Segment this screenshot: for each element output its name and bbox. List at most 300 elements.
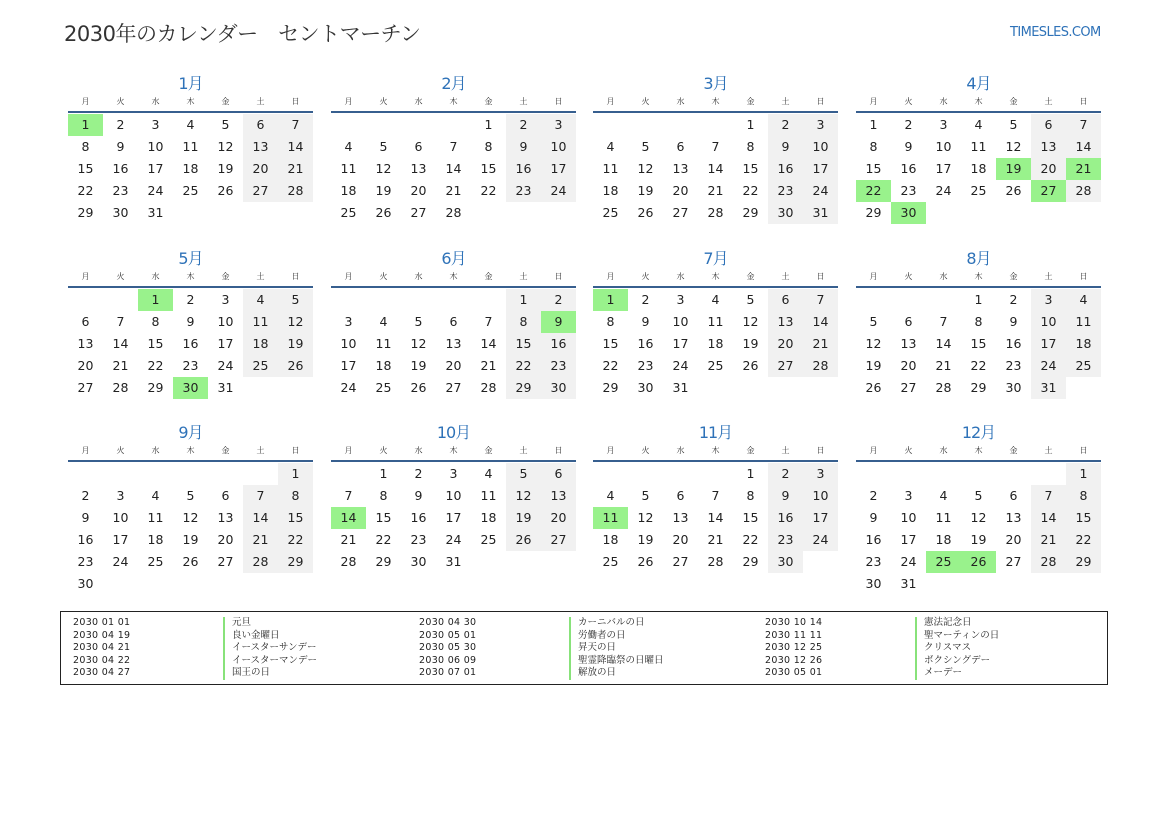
legend-date-column bbox=[419, 617, 476, 680]
day-cell: 3 bbox=[803, 463, 838, 485]
day-cell: 16 bbox=[410, 510, 427, 525]
day-cell: 15 bbox=[278, 507, 313, 529]
day-cell: 11 bbox=[480, 488, 497, 503]
day-cell: 26 bbox=[182, 554, 199, 569]
weekday-label: 日 bbox=[1079, 97, 1088, 106]
day-cell: 1 bbox=[746, 117, 755, 132]
day-cell: 17 bbox=[900, 532, 917, 547]
month-divider bbox=[68, 460, 313, 462]
day-cell: 6 bbox=[414, 139, 423, 154]
month-name: 9月 bbox=[178, 423, 203, 442]
day-cell: 20 bbox=[1031, 158, 1066, 180]
weekday-label: 火 bbox=[116, 272, 125, 281]
day-cell: 17 bbox=[1031, 333, 1066, 355]
day-cell: 9 bbox=[768, 485, 803, 507]
day-cell: 23 bbox=[865, 554, 882, 569]
holiday-name: クリスマス bbox=[915, 642, 999, 655]
day-cell: 4 bbox=[344, 139, 353, 154]
weekday-label: 水 bbox=[414, 446, 423, 455]
day-cell: 28 bbox=[112, 380, 129, 395]
holiday-day-cell: 26 bbox=[961, 551, 996, 573]
day-cell: 26 bbox=[410, 380, 427, 395]
day-cell: 19 bbox=[217, 161, 234, 176]
weekday-label: 土 bbox=[519, 272, 528, 281]
holiday-name: 労働者の日 bbox=[569, 630, 664, 643]
day-cell: 17 bbox=[112, 532, 129, 547]
weekday-label: 火 bbox=[116, 97, 125, 106]
weekday-label: 土 bbox=[781, 97, 790, 106]
day-cell: 3 bbox=[1031, 289, 1066, 311]
weekday-label: 月 bbox=[606, 446, 615, 455]
day-cell: 9 bbox=[768, 136, 803, 158]
day-cell: 19 bbox=[970, 532, 987, 547]
day-cell: 7 bbox=[711, 139, 720, 154]
holiday-date: 2030 04 30 bbox=[419, 617, 477, 628]
day-cell: 2 bbox=[869, 488, 878, 503]
day-cell: 30 bbox=[112, 205, 129, 220]
day-cell: 13 bbox=[217, 510, 234, 525]
day-cell: 9 bbox=[1009, 314, 1018, 329]
holiday-day-cell: 1 bbox=[68, 114, 103, 136]
day-cell: 26 bbox=[742, 358, 759, 373]
day-cell: 25 bbox=[707, 358, 724, 373]
day-cell: 24 bbox=[147, 183, 164, 198]
day-cell: 14 bbox=[1066, 136, 1101, 158]
weekday-label: 火 bbox=[116, 446, 125, 455]
holiday-day-cell: 1 bbox=[593, 289, 628, 311]
weekday-label: 日 bbox=[554, 272, 563, 281]
day-cell: 28 bbox=[1066, 180, 1101, 202]
day-cell: 27 bbox=[1005, 554, 1022, 569]
day-cell: 29 bbox=[742, 205, 759, 220]
weekday-label: 水 bbox=[414, 97, 423, 106]
day-cell: 15 bbox=[480, 161, 497, 176]
weekday-label: 金 bbox=[221, 97, 230, 106]
day-cell: 11 bbox=[147, 510, 164, 525]
day-cell: 31 bbox=[803, 202, 838, 224]
weekday-header bbox=[331, 445, 576, 459]
day-cell: 30 bbox=[768, 202, 803, 224]
day-cell: 8 bbox=[151, 314, 160, 329]
day-cell: 3 bbox=[449, 466, 458, 481]
day-cell: 9 bbox=[506, 136, 541, 158]
day-cell: 30 bbox=[1005, 380, 1022, 395]
day-cell: 2 bbox=[506, 114, 541, 136]
day-cell: 19 bbox=[410, 358, 427, 373]
day-cell: 14 bbox=[112, 336, 129, 351]
day-cell: 28 bbox=[445, 205, 462, 220]
legend-date-column bbox=[765, 617, 822, 680]
month-name: 3月 bbox=[703, 74, 728, 93]
day-cell: 22 bbox=[742, 532, 759, 547]
day-cell: 1 bbox=[506, 289, 541, 311]
day-cell: 28 bbox=[803, 355, 838, 377]
weekday-label: 金 bbox=[484, 97, 493, 106]
weekday-label: 水 bbox=[414, 272, 423, 281]
day-cell: 15 bbox=[506, 333, 541, 355]
holiday-legend bbox=[60, 611, 1108, 685]
day-cell: 13 bbox=[410, 161, 427, 176]
day-cell: 1 bbox=[278, 463, 313, 485]
day-cell: 26 bbox=[865, 380, 882, 395]
day-cell: 3 bbox=[344, 314, 353, 329]
day-cell: 24 bbox=[340, 380, 357, 395]
day-cell: 6 bbox=[81, 314, 90, 329]
day-cell: 15 bbox=[602, 336, 619, 351]
day-cell: 2 bbox=[116, 117, 125, 132]
day-cell: 28 bbox=[935, 380, 952, 395]
day-cell: 16 bbox=[77, 532, 94, 547]
day-cell: 26 bbox=[637, 205, 654, 220]
day-cell: 16 bbox=[637, 336, 654, 351]
day-cell: 17 bbox=[217, 336, 234, 351]
day-cell: 29 bbox=[506, 377, 541, 399]
day-cell: 16 bbox=[506, 158, 541, 180]
day-cell: 4 bbox=[379, 314, 388, 329]
day-cell: 15 bbox=[375, 510, 392, 525]
day-cell: 9 bbox=[186, 314, 195, 329]
weekday-label: 金 bbox=[221, 272, 230, 281]
weekday-label: 土 bbox=[1044, 446, 1053, 455]
day-cell: 5 bbox=[746, 292, 755, 307]
day-cell: 15 bbox=[742, 510, 759, 525]
day-cell: 27 bbox=[243, 180, 278, 202]
day-cell: 8 bbox=[746, 488, 755, 503]
month-divider bbox=[593, 460, 838, 462]
weekday-header bbox=[68, 445, 313, 459]
day-cell: 6 bbox=[1031, 114, 1066, 136]
day-cell: 8 bbox=[81, 139, 90, 154]
month-name: 11月 bbox=[698, 423, 733, 442]
day-cell: 9 bbox=[904, 139, 913, 154]
day-cell: 6 bbox=[243, 114, 278, 136]
day-cell: 10 bbox=[1031, 311, 1066, 333]
day-cell: 16 bbox=[768, 158, 803, 180]
weekday-label: 火 bbox=[379, 97, 388, 106]
weekday-label: 水 bbox=[151, 97, 160, 106]
day-cell: 23 bbox=[112, 183, 129, 198]
day-cell: 5 bbox=[641, 488, 650, 503]
weekday-label: 火 bbox=[379, 272, 388, 281]
weekday-label: 土 bbox=[781, 446, 790, 455]
day-cell: 21 bbox=[445, 183, 462, 198]
day-cell: 20 bbox=[1005, 532, 1022, 547]
day-cell: 10 bbox=[672, 314, 689, 329]
day-cell: 1 bbox=[484, 117, 493, 132]
day-cell: 5 bbox=[379, 139, 388, 154]
site-brand[interactable]: TIMESLES.COM bbox=[1010, 25, 1101, 40]
day-cell: 2 bbox=[414, 466, 423, 481]
day-cell: 13 bbox=[445, 336, 462, 351]
weekday-label: 土 bbox=[1044, 97, 1053, 106]
holiday-date: 2030 05 30 bbox=[419, 642, 477, 653]
weekday-label: 火 bbox=[904, 446, 913, 455]
day-cell: 13 bbox=[672, 161, 689, 176]
day-cell: 6 bbox=[1009, 488, 1018, 503]
day-cell: 6 bbox=[904, 314, 913, 329]
day-cell: 10 bbox=[340, 336, 357, 351]
weekday-label: 土 bbox=[256, 446, 265, 455]
month-name: 8月 bbox=[966, 249, 991, 268]
day-cell: 30 bbox=[77, 576, 94, 591]
day-cell: 7 bbox=[803, 289, 838, 311]
day-cell: 8 bbox=[484, 139, 493, 154]
weekday-label: 月 bbox=[869, 446, 878, 455]
day-cell: 23 bbox=[410, 532, 427, 547]
day-cell: 4 bbox=[186, 117, 195, 132]
holiday-date: 2030 11 11 bbox=[765, 629, 823, 641]
day-cell: 13 bbox=[243, 136, 278, 158]
day-cell: 12 bbox=[637, 510, 654, 525]
month-divider bbox=[331, 286, 576, 288]
day-cell: 15 bbox=[970, 336, 987, 351]
day-cell: 24 bbox=[541, 180, 576, 202]
holiday-date: 2030 05 01 bbox=[765, 667, 823, 678]
day-cell: 23 bbox=[1005, 358, 1022, 373]
holiday-day-cell: 1 bbox=[138, 289, 173, 311]
day-cell: 12 bbox=[182, 510, 199, 525]
holiday-date: 2030 04 22 bbox=[73, 654, 131, 666]
day-cell: 22 bbox=[602, 358, 619, 373]
month-divider bbox=[68, 111, 313, 113]
day-cell: 8 bbox=[1066, 485, 1101, 507]
weekday-label: 水 bbox=[939, 97, 948, 106]
day-cell: 10 bbox=[900, 510, 917, 525]
holiday-date: 2030 01 01 bbox=[73, 617, 131, 628]
day-cell: 20 bbox=[77, 358, 94, 373]
day-cell: 29 bbox=[77, 205, 94, 220]
holiday-name: 元旦 bbox=[223, 617, 317, 630]
day-cell: 7 bbox=[711, 488, 720, 503]
day-cell: 23 bbox=[541, 355, 576, 377]
day-cell: 12 bbox=[506, 485, 541, 507]
day-cell: 23 bbox=[182, 358, 199, 373]
holiday-name: 聖マーティンの日 bbox=[915, 630, 999, 643]
day-cell: 28 bbox=[707, 205, 724, 220]
day-cell: 7 bbox=[344, 488, 353, 503]
day-cell: 22 bbox=[1066, 529, 1101, 551]
day-cell: 9 bbox=[641, 314, 650, 329]
weekday-label: 木 bbox=[974, 446, 983, 455]
day-cell: 21 bbox=[112, 358, 129, 373]
day-cell: 1 bbox=[379, 466, 388, 481]
day-cell: 15 bbox=[147, 336, 164, 351]
day-cell: 20 bbox=[410, 183, 427, 198]
holiday-day-cell: 22 bbox=[856, 180, 891, 202]
day-cell: 11 bbox=[970, 139, 987, 154]
day-cell: 17 bbox=[541, 158, 576, 180]
day-cell: 1 bbox=[746, 466, 755, 481]
day-cell: 23 bbox=[768, 529, 803, 551]
weekday-label: 月 bbox=[606, 272, 615, 281]
weekday-label: 木 bbox=[974, 97, 983, 106]
day-cell: 25 bbox=[602, 205, 619, 220]
day-cell: 14 bbox=[243, 507, 278, 529]
day-cell: 9 bbox=[116, 139, 125, 154]
day-cell: 14 bbox=[707, 161, 724, 176]
day-cell: 31 bbox=[900, 576, 917, 591]
weekday-label: 金 bbox=[484, 272, 493, 281]
day-cell: 21 bbox=[340, 532, 357, 547]
day-cell: 16 bbox=[900, 161, 917, 176]
day-cell: 27 bbox=[672, 205, 689, 220]
weekday-label: 月 bbox=[344, 97, 353, 106]
day-cell: 15 bbox=[742, 161, 759, 176]
day-cell: 29 bbox=[970, 380, 987, 395]
day-cell: 24 bbox=[1031, 355, 1066, 377]
day-cell: 27 bbox=[77, 380, 94, 395]
page-title: 2030年のカレンダー セントマーチン bbox=[64, 22, 421, 46]
day-cell: 9 bbox=[414, 488, 423, 503]
day-cell: 27 bbox=[445, 380, 462, 395]
weekday-label: 水 bbox=[676, 272, 685, 281]
day-cell: 19 bbox=[506, 507, 541, 529]
day-cell: 18 bbox=[707, 336, 724, 351]
weekday-label: 火 bbox=[904, 97, 913, 106]
month-name: 5月 bbox=[178, 249, 203, 268]
day-cell: 28 bbox=[707, 554, 724, 569]
day-cell: 5 bbox=[1009, 117, 1018, 132]
day-cell: 10 bbox=[147, 139, 164, 154]
day-cell: 7 bbox=[449, 139, 458, 154]
holiday-name: イースターサンデー bbox=[223, 642, 317, 655]
weekday-label: 月 bbox=[81, 272, 90, 281]
day-cell: 5 bbox=[278, 289, 313, 311]
weekday-label: 土 bbox=[781, 272, 790, 281]
day-cell: 4 bbox=[939, 488, 948, 503]
weekday-label: 水 bbox=[151, 446, 160, 455]
day-cell: 22 bbox=[742, 183, 759, 198]
day-cell: 23 bbox=[506, 180, 541, 202]
day-cell: 4 bbox=[151, 488, 160, 503]
day-cell: 4 bbox=[606, 488, 615, 503]
day-cell: 18 bbox=[243, 333, 278, 355]
weekday-label: 日 bbox=[554, 446, 563, 455]
day-cell: 25 bbox=[480, 532, 497, 547]
day-cell: 22 bbox=[147, 358, 164, 373]
day-cell: 20 bbox=[900, 358, 917, 373]
weekday-label: 日 bbox=[1079, 272, 1088, 281]
day-cell: 3 bbox=[541, 114, 576, 136]
day-cell: 11 bbox=[1066, 311, 1101, 333]
day-cell: 7 bbox=[939, 314, 948, 329]
weekday-label: 土 bbox=[519, 446, 528, 455]
weekday-header bbox=[593, 271, 838, 285]
day-cell: 27 bbox=[410, 205, 427, 220]
weekday-header bbox=[331, 271, 576, 285]
day-cell: 23 bbox=[900, 183, 917, 198]
day-cell: 13 bbox=[77, 336, 94, 351]
day-cell: 13 bbox=[900, 336, 917, 351]
day-cell: 1 bbox=[869, 117, 878, 132]
day-cell: 10 bbox=[445, 488, 462, 503]
day-cell: 24 bbox=[803, 180, 838, 202]
day-cell: 5 bbox=[506, 463, 541, 485]
day-cell: 21 bbox=[707, 532, 724, 547]
month-divider bbox=[331, 460, 576, 462]
day-cell: 17 bbox=[672, 336, 689, 351]
day-cell: 21 bbox=[707, 183, 724, 198]
day-cell: 5 bbox=[974, 488, 983, 503]
day-cell: 24 bbox=[672, 358, 689, 373]
weekday-label: 日 bbox=[1079, 446, 1088, 455]
day-cell: 11 bbox=[243, 311, 278, 333]
day-cell: 14 bbox=[278, 136, 313, 158]
weekday-label: 木 bbox=[186, 97, 195, 106]
day-cell: 16 bbox=[541, 333, 576, 355]
weekday-label: 日 bbox=[554, 97, 563, 106]
day-cell: 2 bbox=[641, 292, 650, 307]
day-cell: 5 bbox=[869, 314, 878, 329]
day-cell: 17 bbox=[935, 161, 952, 176]
legend-name-column bbox=[569, 617, 664, 680]
day-cell: 8 bbox=[746, 139, 755, 154]
day-cell: 31 bbox=[217, 380, 234, 395]
day-cell: 4 bbox=[484, 466, 493, 481]
weekday-header bbox=[856, 445, 1101, 459]
day-cell: 30 bbox=[410, 554, 427, 569]
day-cell: 29 bbox=[375, 554, 392, 569]
day-cell: 20 bbox=[541, 507, 576, 529]
day-cell: 18 bbox=[602, 183, 619, 198]
weekday-label: 木 bbox=[186, 272, 195, 281]
holiday-date: 2030 12 25 bbox=[765, 642, 823, 653]
day-cell: 29 bbox=[602, 380, 619, 395]
holiday-name: 良い金曜日 bbox=[223, 630, 317, 643]
month-name: 6月 bbox=[441, 249, 466, 268]
day-cell: 19 bbox=[278, 333, 313, 355]
day-cell: 2 bbox=[768, 114, 803, 136]
day-cell: 12 bbox=[278, 311, 313, 333]
weekday-label: 水 bbox=[939, 446, 948, 455]
day-cell: 26 bbox=[217, 183, 234, 198]
weekday-label: 金 bbox=[1009, 272, 1018, 281]
weekday-label: 金 bbox=[1009, 97, 1018, 106]
weekday-label: 火 bbox=[641, 97, 650, 106]
day-cell: 3 bbox=[803, 114, 838, 136]
day-cell: 4 bbox=[711, 292, 720, 307]
day-cell: 6 bbox=[449, 314, 458, 329]
weekday-label: 木 bbox=[711, 97, 720, 106]
day-cell: 2 bbox=[81, 488, 90, 503]
weekday-label: 火 bbox=[904, 272, 913, 281]
day-cell: 29 bbox=[742, 554, 759, 569]
day-cell: 3 bbox=[676, 292, 685, 307]
weekday-label: 月 bbox=[344, 446, 353, 455]
day-cell: 21 bbox=[1031, 529, 1066, 551]
weekday-label: 金 bbox=[746, 272, 755, 281]
day-cell: 10 bbox=[112, 510, 129, 525]
weekday-label: 金 bbox=[221, 446, 230, 455]
day-cell: 6 bbox=[221, 488, 230, 503]
holiday-name: メーデー bbox=[915, 667, 999, 680]
day-cell: 5 bbox=[641, 139, 650, 154]
day-cell: 7 bbox=[116, 314, 125, 329]
weekday-label: 水 bbox=[151, 272, 160, 281]
weekday-header bbox=[856, 96, 1101, 110]
day-cell: 16 bbox=[182, 336, 199, 351]
day-cell: 27 bbox=[541, 529, 576, 551]
legend-name-column bbox=[915, 617, 999, 680]
day-cell: 2 bbox=[1009, 292, 1018, 307]
day-cell: 18 bbox=[1066, 333, 1101, 355]
day-cell: 24 bbox=[803, 529, 838, 551]
holiday-date: 2030 12 26 bbox=[765, 654, 823, 666]
day-cell: 11 bbox=[340, 161, 357, 176]
day-cell: 18 bbox=[340, 183, 357, 198]
day-cell: 15 bbox=[865, 161, 882, 176]
day-cell: 1 bbox=[974, 292, 983, 307]
